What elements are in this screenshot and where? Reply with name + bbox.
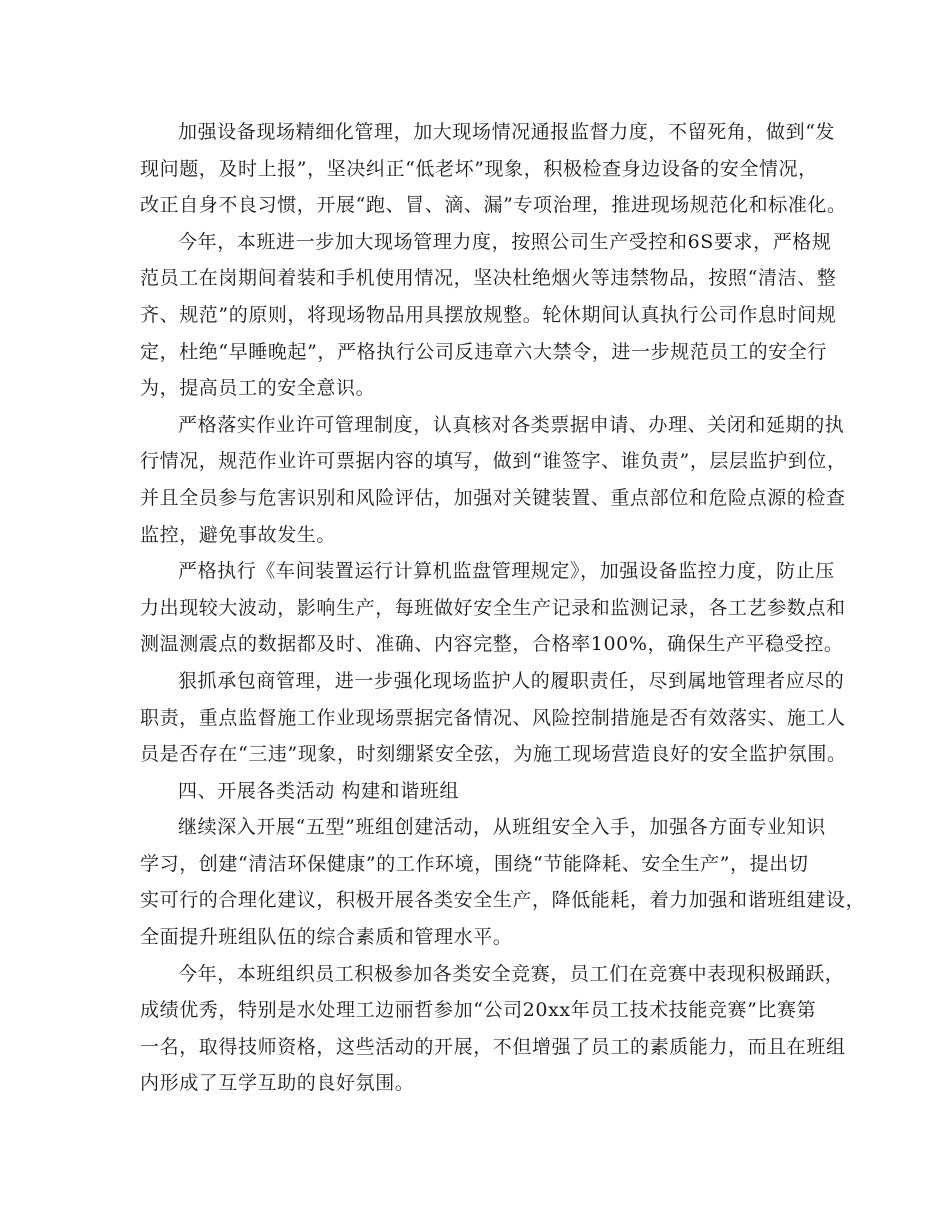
document-body	[140, 114, 866, 1102]
text-line: 加强设备现场精细化管理，加大现场情况通报监督力度，不留死角，做到“发	[178, 121, 836, 143]
text-line: 严格执行《车间装置运行计算机监盘管理规定》，加强设备监控力度，防止压	[178, 560, 835, 583]
text-line: 成绩优秀，特别是水处理工边丽哲参加“公司20xx年员工技术技能竞赛”比赛第	[140, 999, 817, 1022]
text-line: 全面提升班组队伍的综合素质和管理水平。	[140, 926, 513, 949]
text-line: 监控，避免事故发生。	[140, 523, 337, 546]
text-line: 今年，本班组织员工积极参加各类安全竞赛，员工们在竞赛中表现积极踊跃，	[178, 962, 845, 985]
text-line: 继续深入开展“五型”班组创建活动，从班组安全入手，加强各方面专业知识	[178, 816, 826, 839]
text-line: 实可行的合理化建议，积极开展各类安全生产，降低能耗，着力加强和谐班组建设，	[140, 889, 866, 912]
text-line: 四、开展各类活动 构建和谐班组	[178, 779, 460, 802]
text-line: 严格落实作业许可管理制度，认真核对各类票据申请、办理、关闭和延期的执	[178, 413, 845, 436]
text-line: 力出现较大波动，影响生产，每班做好安全生产记录和监测记录，各工艺参数点和	[140, 596, 846, 619]
text-line: 员是否存在“三违”现象，时刻绷紧安全弦，为施工现场营造良好的安全监护氛围。	[140, 743, 847, 766]
text-line: 狠抓承包商管理，进一步强化现场监护人的履职责任，尽到属地管理者应尽的	[178, 669, 845, 692]
text-line: 学习，创建“清洁环保健康”的工作环境，围绕“节能降耗、安全生产”，提出切	[140, 852, 809, 875]
text-line: 并且全员参与危害识别和风险评估，加强对关键装置、重点部位和危险点源的检查	[140, 486, 846, 509]
text-line: 一名，取得技师资格，这些活动的开展，不但增强了员工的素质能力，而且在班组	[140, 1035, 846, 1058]
text-line: 为，提高员工的安全意识。	[140, 377, 376, 400]
text-line: 职责，重点监督施工作业现场票据完备情况、风险控制措施是否有效落实、施工人	[140, 706, 846, 729]
text-line: 行情况，规范作业许可票据内容的填写，做到“谁签字、谁负责”，层层监护到位，	[140, 450, 847, 473]
text-line: 改正自身不良习惯，开展“跑、冒、滴、漏”专项治理，推进现场规范化和标准化。	[140, 194, 847, 217]
text-line: 测温测震点的数据都及时、准确、内容完整，合格率100%，确保生产平稳受控。	[140, 633, 844, 656]
text-line: 今年，本班进一步加大现场管理力度，按照公司生产受控和6S要求，严格规	[178, 230, 832, 253]
text-line: 范员工在岗期间着装和手机使用情况，坚决杜绝烟火等违禁物品，按照“清洁、整	[140, 267, 837, 290]
text-line: 齐、规范”的原则，将现场物品用具摆放规整。轮休期间认真执行公司作息时间规	[140, 303, 837, 326]
text-line: 现问题，及时上报”，坚决纠正“低老坏”现象，积极检查身边设备的安全情况，	[140, 157, 818, 180]
text-line: 内形成了互学互助的良好氛围。	[140, 1072, 415, 1095]
text-line: 定，杜绝“早睡晚起”，严格执行公司反违章六大禁令，进一步规范员工的安全行	[140, 340, 828, 363]
